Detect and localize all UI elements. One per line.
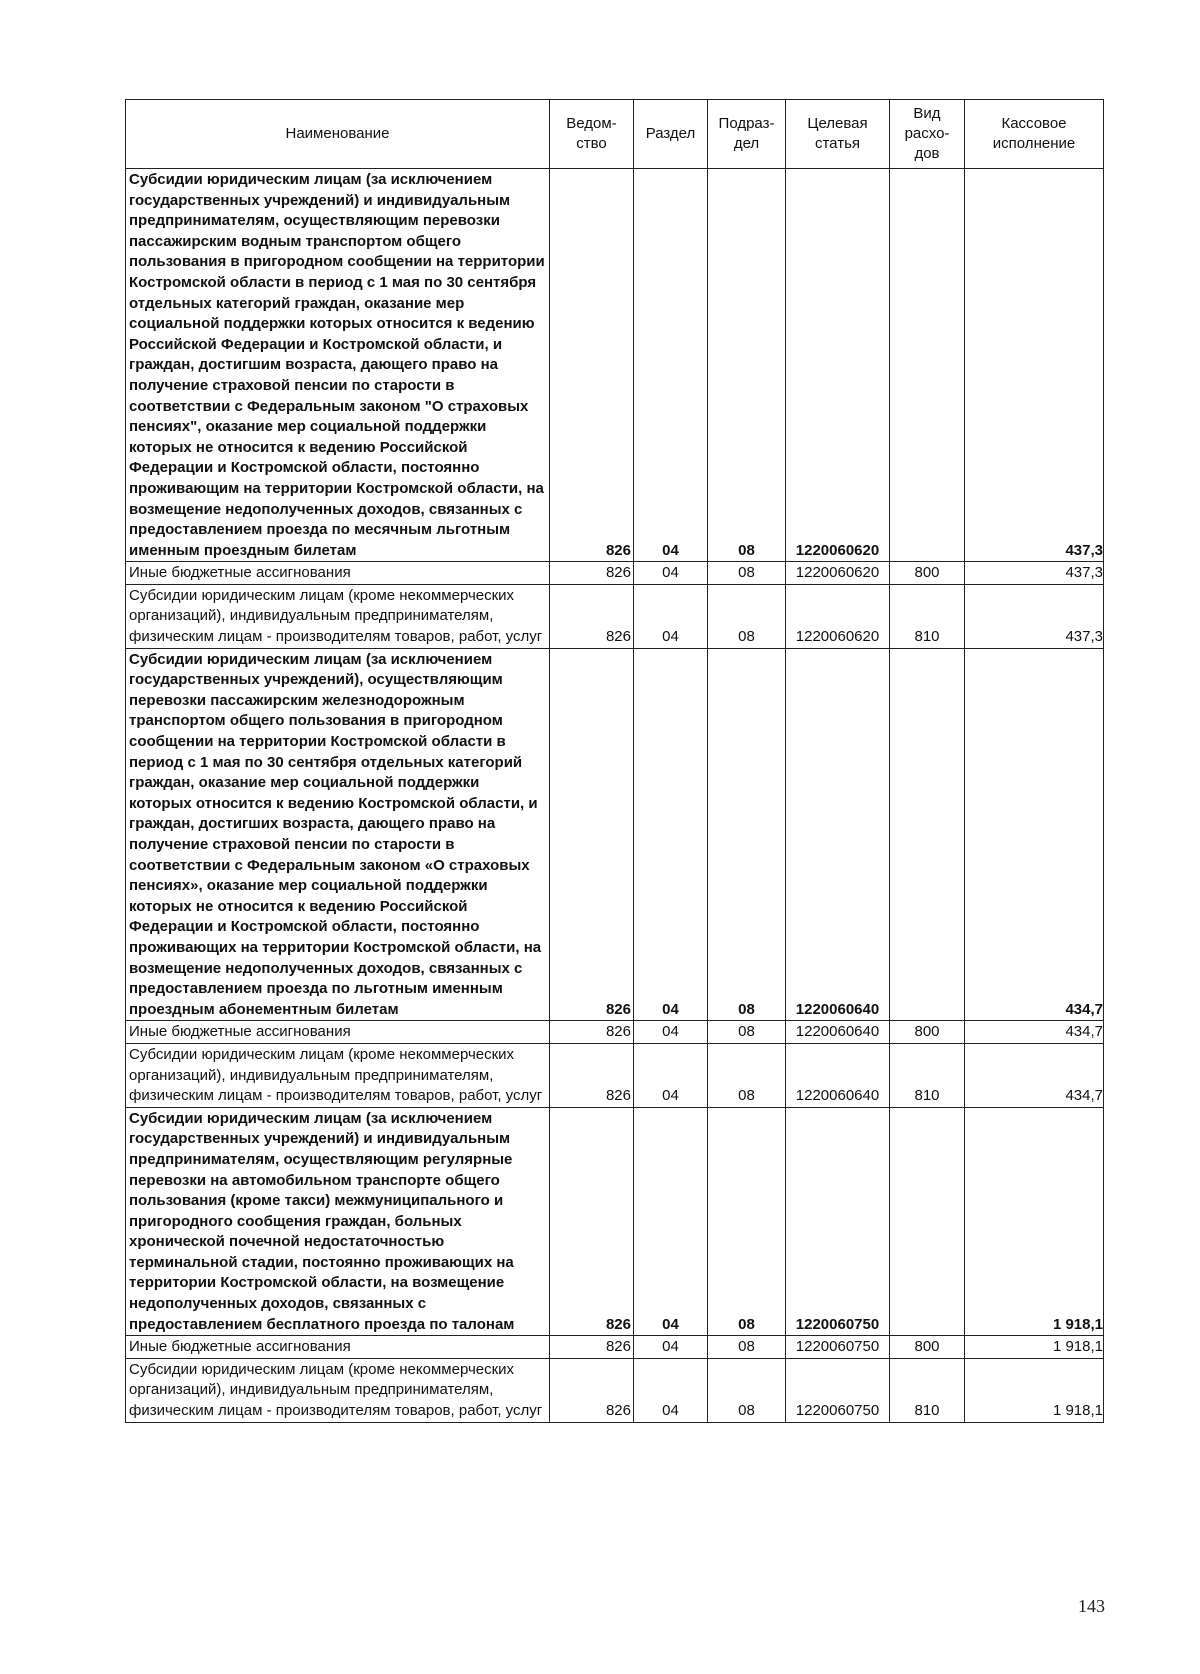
- cell-podrazdel: 08: [708, 1358, 786, 1422]
- cell-vedomstvo: 826: [550, 1107, 634, 1336]
- header-vid-line2: расхо-: [904, 125, 950, 142]
- cell-tselevaya-statya: 1220060640: [786, 1043, 890, 1107]
- cell-vid-raskhodov: [890, 1107, 965, 1336]
- cell-razdel: 04: [634, 1021, 708, 1044]
- cell-vedomstvo: 826: [550, 1021, 634, 1044]
- cell-tselevaya-statya: 1220060750: [786, 1336, 890, 1359]
- cell-tselevaya-statya: 1220060620: [786, 562, 890, 585]
- cell-name: Субсидии юридическим лицам (кроме некоммерческих организаций), индивидуальным предпринимателям, физическим лицам - производителям товаров, работ, услуг: [126, 1358, 550, 1422]
- cell-vedomstvo: 826: [550, 1336, 634, 1359]
- header-kassovoe-ispolnenie: [965, 100, 1104, 169]
- cell-name: Субсидии юридическим лицам (за исключением государственных учреждений) и индивидуальным предпринимателям, осуществляющим регулярные перевозки на автомобильном транспорте общего пользования (кроме такси) межмуниципального и пригородного сообщения граждан, больных хронической почечной недостаточностью терминальной стадии, постоянно проживающих на территории Костромской области, на возмещение недополученных доходов, связанных с предоставлением бесплатного проезда по талонам: [126, 1107, 550, 1336]
- header-vid-raskhodov: [890, 100, 965, 169]
- header-tselevaya-line1: Целевая: [807, 115, 868, 132]
- table-row: [126, 1021, 1104, 1044]
- cell-razdel: 04: [634, 584, 708, 648]
- table-body: [126, 169, 1104, 1423]
- cell-vedomstvo: 826: [550, 1358, 634, 1422]
- header-vedomstvo-line1: Ведом-: [566, 115, 617, 132]
- cell-vedomstvo: 826: [550, 562, 634, 585]
- cell-vid-raskhodov: 810: [890, 1358, 965, 1422]
- header-podrazdel-line1: Подраз-: [718, 115, 775, 132]
- cell-razdel: 04: [634, 1043, 708, 1107]
- cell-podrazdel: 08: [708, 169, 786, 562]
- cell-razdel: 04: [634, 1336, 708, 1359]
- cell-vid-raskhodov: 800: [890, 1336, 965, 1359]
- table-row: [126, 1336, 1104, 1359]
- cell-name: Субсидии юридическим лицам (за исключением государственных учреждений), осуществляющим перевозки пассажирским железнодорожным транспортом общего пользования в пригородном сообщении на территории Костромской области в период с 1 мая по 30 сентября отдельных категорий граждан, оказание мер социальной поддержки которых относится к ведению Костромской области, и граждан, достигших возраста, дающего право на получение страховой пенсии по старости в соответствии с Федеральным законом «О страховых пенсиях», оказание мер социальной поддержки которых не относится к ведению Российской Федерации и Костромской области, постоянно проживающих на территории Костромской области, на возмещение недополученных доходов, связанных с предоставлением проезда по льготным именным проездным абонементным билетам: [126, 648, 550, 1021]
- header-podrazdel: [708, 100, 786, 169]
- cell-vedomstvo: 826: [550, 1043, 634, 1107]
- cell-vedomstvo: 826: [550, 648, 634, 1021]
- header-kassovoe-line2: исполнение: [992, 135, 1076, 152]
- table-row: [126, 648, 1104, 1021]
- budget-execution-table: [125, 99, 1104, 1423]
- header-tselevaya-statya: [786, 100, 890, 169]
- cell-podrazdel: 08: [708, 1107, 786, 1336]
- cell-tselevaya-statya: 1220060750: [786, 1358, 890, 1422]
- cell-kassovoe-ispolnenie: 437,3: [965, 562, 1104, 585]
- cell-podrazdel: 08: [708, 1336, 786, 1359]
- cell-podrazdel: 08: [708, 584, 786, 648]
- table-row: [126, 1358, 1104, 1422]
- header-kassovoe-line1: Кассовое: [1001, 115, 1067, 132]
- table-row: [126, 562, 1104, 585]
- cell-razdel: 04: [634, 562, 708, 585]
- header-podrazdel-line2: дел: [733, 135, 760, 152]
- cell-razdel: 04: [634, 648, 708, 1021]
- cell-tselevaya-statya: 1220060640: [786, 648, 890, 1021]
- page-number: 143: [1078, 1596, 1105, 1616]
- cell-name: Иные бюджетные ассигнования: [126, 562, 550, 585]
- cell-razdel: 04: [634, 1107, 708, 1336]
- cell-name: Иные бюджетные ассигнования: [126, 1021, 550, 1044]
- table-row: [126, 1043, 1104, 1107]
- cell-razdel: 04: [634, 1358, 708, 1422]
- cell-kassovoe-ispolnenie: 434,7: [965, 1043, 1104, 1107]
- cell-kassovoe-ispolnenie: 1 918,1: [965, 1336, 1104, 1359]
- header-tselevaya-line2: статья: [814, 135, 861, 152]
- cell-tselevaya-statya: 1220060750: [786, 1107, 890, 1336]
- budget-table-page: [125, 99, 1103, 1423]
- cell-podrazdel: 08: [708, 1043, 786, 1107]
- cell-podrazdel: 08: [708, 1021, 786, 1044]
- cell-name: Субсидии юридическим лицам (кроме некоммерческих организаций), индивидуальным предпринимателям, физическим лицам - производителям товаров, работ, услуг: [126, 584, 550, 648]
- cell-kassovoe-ispolnenie: 437,3: [965, 584, 1104, 648]
- table-row: [126, 1107, 1104, 1336]
- cell-vid-raskhodov: [890, 169, 965, 562]
- header-razdel: Раздел: [634, 100, 708, 169]
- cell-kassovoe-ispolnenie: 434,7: [965, 1021, 1104, 1044]
- cell-name: Иные бюджетные ассигнования: [126, 1336, 550, 1359]
- cell-vid-raskhodov: 800: [890, 562, 965, 585]
- cell-vid-raskhodov: 810: [890, 584, 965, 648]
- cell-vid-raskhodov: 810: [890, 1043, 965, 1107]
- header-vedomstvo-line2: ство: [576, 135, 607, 152]
- cell-podrazdel: 08: [708, 648, 786, 1021]
- cell-kassovoe-ispolnenie: 437,3: [965, 169, 1104, 562]
- cell-tselevaya-statya: 1220060620: [786, 169, 890, 562]
- table-header-row: [126, 100, 1104, 169]
- cell-razdel: 04: [634, 169, 708, 562]
- cell-tselevaya-statya: 1220060620: [786, 584, 890, 648]
- cell-vid-raskhodov: 800: [890, 1021, 965, 1044]
- cell-name: Субсидии юридическим лицам (за исключением государственных учреждений) и индивидуальным предпринимателям, осуществляющим перевозки пассажирским водным транспортом общего пользования в пригородном сообщении на территории Костромской области в период с 1 мая по 30 сентября отдельных категорий граждан, оказание мер социальной поддержки которых относится к ведению Российской Федерации и Костромской области, и граждан, достигшим возраста, дающего право на получение страховой пенсии по старости в соответствии с Федеральным законом "О страховых пенсиях", оказание мер социальной поддержки которых не относится к ведению Российской Федерации и Костромской области, постоянно проживающим на территории Костромской области, на возмещение недополученных доходов, связанных с предоставлением проезда по месячным льготным именным проездным билетам: [126, 169, 550, 562]
- cell-podrazdel: 08: [708, 562, 786, 585]
- cell-vedomstvo: 826: [550, 169, 634, 562]
- header-vid-line1: Вид: [913, 105, 941, 122]
- cell-name: Субсидии юридическим лицам (кроме некоммерческих организаций), индивидуальным предпринимателям, физическим лицам - производителям товаров, работ, услуг: [126, 1043, 550, 1107]
- cell-vedomstvo: 826: [550, 584, 634, 648]
- table-row: [126, 584, 1104, 648]
- header-vedomstvo: [550, 100, 634, 169]
- cell-kassovoe-ispolnenie: 434,7: [965, 648, 1104, 1021]
- header-vid-line3: дов: [914, 145, 940, 162]
- cell-tselevaya-statya: 1220060640: [786, 1021, 890, 1044]
- cell-vid-raskhodov: [890, 648, 965, 1021]
- cell-kassovoe-ispolnenie: 1 918,1: [965, 1107, 1104, 1336]
- cell-kassovoe-ispolnenie: 1 918,1: [965, 1358, 1104, 1422]
- header-name: Наименование: [126, 100, 550, 169]
- table-row: [126, 169, 1104, 562]
